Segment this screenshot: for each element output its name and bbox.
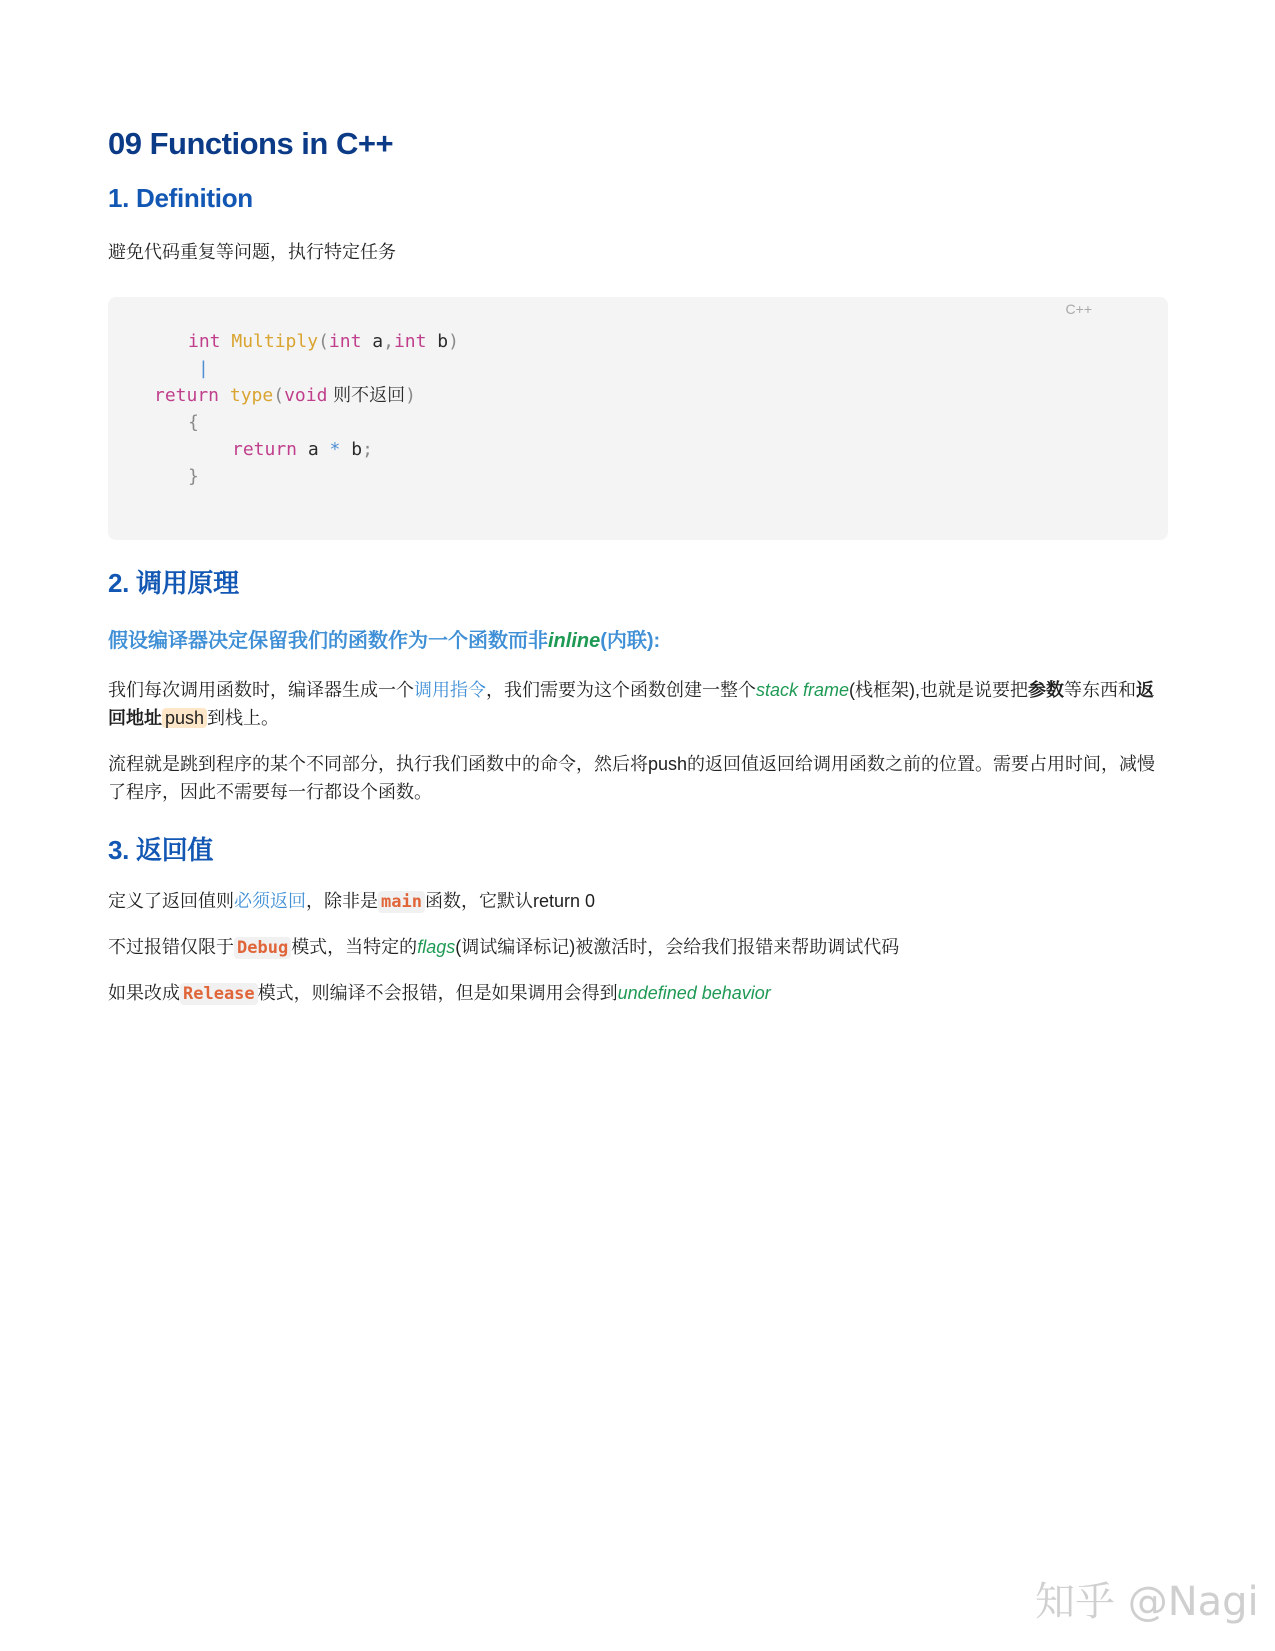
definition-text: 避免代码重复等问题，执行特定任务	[108, 242, 396, 262]
section-heading-return-value: 3. 返回值	[108, 835, 214, 865]
link-call-instruction[interactable]: 调用指令	[414, 680, 486, 700]
highlight-push: push	[162, 708, 207, 728]
code-line-6: }	[188, 466, 199, 487]
page-title: 09 Functions in C++	[108, 126, 394, 161]
code-line-3: return type(void 则不返回)	[154, 385, 417, 406]
link-must-return[interactable]: 必须返回	[234, 891, 306, 911]
subheading-inline: 假设编译器决定保留我们的函数作为一个函数而非inline(内联):	[108, 630, 661, 652]
code-line-2: |	[198, 358, 209, 379]
call-principle-paragraph-1: 我们每次调用函数时，编译器生成一个调用指令，我们需要为这个函数创建一整个stack frame(栈框架),也就是说要把参数等东西和返回地址 push 到栈上。	[108, 680, 1155, 728]
return-value-paragraph-2: 不过报错仅限于 Debug 模式，当特定的flags(调试编译标记)被激活时，会给我们报错来帮助调试代码	[108, 937, 900, 958]
code-language-label: C++	[1065, 301, 1092, 317]
code-line-5: return a * b;	[232, 439, 373, 460]
inline-code-release: Release	[180, 983, 258, 1005]
code-line-1: int Multiply(int a,int b)	[188, 331, 459, 352]
code-block[interactable]	[108, 297, 1168, 540]
section-heading-call-principle: 2. 调用原理	[108, 568, 239, 598]
return-value-paragraph-1: 定义了返回值则必须返回，除非是 main 函数，它默认return 0	[108, 891, 595, 912]
inline-code-main: main	[378, 891, 425, 913]
watermark-zhihu: 知乎 @Nagi	[1035, 1579, 1259, 1625]
section-heading-definition: 1. Definition	[108, 183, 253, 213]
call-principle-paragraph-2: 流程就是跳到程序的某个不同部分，执行我们函数中的命令，然后将push的返回值返回给调用函数之前的位置。需要占用时间，减慢了程序，因此不需要每一行都设个函数。	[108, 754, 1156, 802]
code-line-4: {	[188, 412, 199, 433]
inline-code-debug: Debug	[234, 937, 291, 959]
return-value-paragraph-3: 如果改成 Release 模式，则编译不会报错，但是如果调用会得到undefined behavior	[108, 983, 771, 1004]
